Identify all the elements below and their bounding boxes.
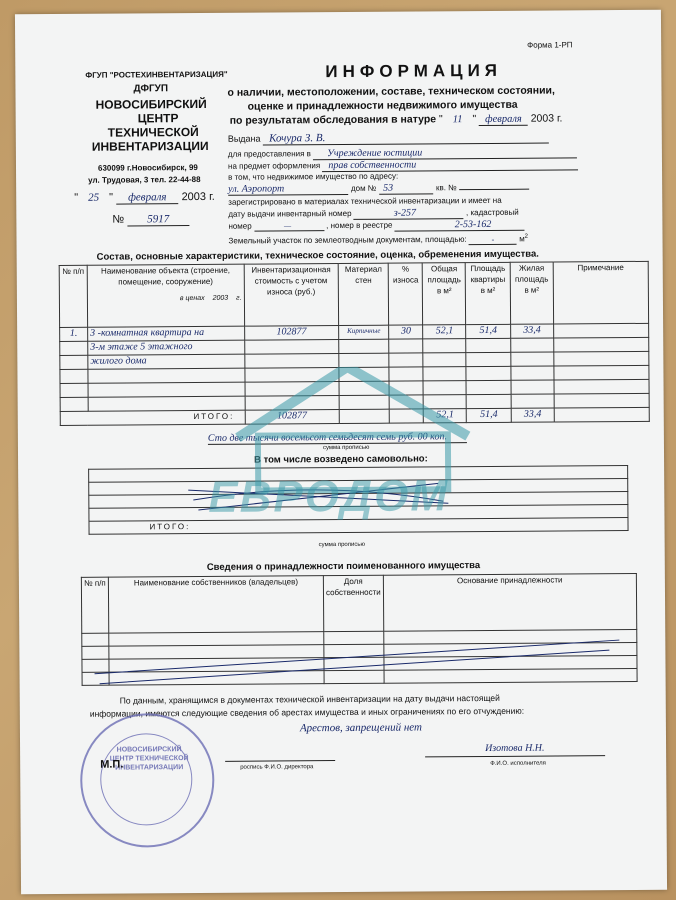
row-material: Кирпичные <box>339 325 389 339</box>
executor-name: Изотова Н.Н. <box>485 742 545 755</box>
total2-label: ИТОГО: <box>89 517 628 534</box>
own-col-basis-header: Основание принадлежности <box>383 573 637 631</box>
land-value: - <box>469 234 517 244</box>
prices-label: в ценах <box>179 294 205 303</box>
arrest-value: Арестов, запрещений нет <box>299 721 423 735</box>
purpose-row <box>228 158 578 172</box>
issued-row <box>228 131 549 146</box>
document-page <box>15 10 667 894</box>
land-unit: м <box>519 234 525 244</box>
org-number: 5917 <box>127 213 189 226</box>
page-title: ИНФОРМАЦИЯ <box>325 60 503 82</box>
row-wear: 30 <box>389 325 423 339</box>
issued-to: Кочура З. В. <box>263 131 549 146</box>
arrest-text-1: По данным, хранящимся в документах технической инвентаризации на дату выдачи настоящей <box>119 692 500 706</box>
col-name-header-text: Наименование объекта (строение, помещение, сооружение) <box>100 265 231 287</box>
arrest-text-2: информации, имеются следующие сведения об арестах имущества и иных ограничениях по его отчуждению: <box>89 705 525 719</box>
subtitle-1: о наличии, местоположении, составе, техническом состоянии, <box>227 84 555 99</box>
org-address1: 630099 г.Новосибирск, 99 <box>97 162 198 173</box>
land-unit-sup: 2 <box>524 233 529 240</box>
subtitle-2: оценке и принадлежности недвижимого имущества <box>247 98 518 113</box>
house-value: 53 <box>379 182 433 194</box>
survey-month: февраля <box>479 114 528 126</box>
for-value: Учреждение юстиции <box>313 146 577 160</box>
property-text: в том, что недвижимое имущество по адресу: <box>228 171 399 182</box>
total-living: 33,4 <box>511 408 554 422</box>
sum-caption-2: сумма прописью <box>318 541 366 549</box>
org-date-day: 25 <box>88 191 100 204</box>
org-name2: ЦЕНТР <box>137 111 179 126</box>
org-number-row <box>112 213 189 226</box>
org-date-month: февраля <box>116 191 178 204</box>
subtitle-3: по результатам обследования в натуре <box>229 113 437 127</box>
watermark-text: ЕВРОДОМ <box>208 471 450 522</box>
org-line1: ФГУП "РОСТЕХИНВЕНТАРИЗАЦИЯ" <box>85 69 228 80</box>
inventory-number: з-257 <box>354 207 464 220</box>
official-stamp <box>80 713 215 848</box>
own-col-num-header: № п/п <box>81 577 108 633</box>
org-line2: ДФГУП <box>133 83 169 95</box>
house-label: дом № <box>350 183 377 193</box>
col-apt-header: Площадь квартиры в м² <box>466 262 511 324</box>
total-label: ИТОГО: <box>60 410 245 425</box>
col-inv-header: Инвентаризационная стоимость с учетом износа (руб.) <box>244 264 339 327</box>
prices-year: 2003 <box>212 294 229 302</box>
row-apt: 51,4 <box>466 324 511 338</box>
executor-line <box>425 755 605 757</box>
org-name1: НОВОСИБИРСКИЙ <box>95 96 207 112</box>
section2-title: В том числе возведено самовольно: <box>254 453 428 466</box>
address-value: ул. Аэропорт <box>228 183 348 196</box>
for-label: для предоставления в <box>227 149 311 159</box>
total-apt: 51,4 <box>467 408 512 422</box>
row-num: 1. <box>60 327 88 341</box>
total-total: 52,1 <box>424 409 467 423</box>
address-row <box>228 182 529 196</box>
purpose-value: прав собственности <box>322 158 578 172</box>
col-name-header <box>87 264 244 327</box>
issued-label: Выдана <box>227 133 261 144</box>
survey-day: 11 <box>452 114 463 126</box>
registry-value: 2-53-162 <box>395 219 525 232</box>
survey-year: 2003 г. <box>530 112 563 125</box>
col-living-header: Жилая площадь в м² <box>510 262 553 324</box>
purpose-label: на предмет оформления <box>227 161 321 171</box>
director-signature-line <box>225 760 335 762</box>
cadastral-label: , кадастровый <box>466 207 519 218</box>
row-name-2: 3-м этаже 5 этажного <box>88 340 245 355</box>
property-table-header <box>59 261 648 327</box>
org-date: " 25 " февраля 2003 г. <box>74 190 215 204</box>
row-name-3: жилого дома <box>88 354 245 369</box>
form-number: Форма 1-РП <box>527 40 573 50</box>
mp-label: М.П. <box>100 758 124 771</box>
total-inv: 102877 <box>245 410 339 425</box>
col-material-header: Материал стен <box>338 263 389 325</box>
section3-title: Сведения о принадлежности поименованного имущества <box>206 560 481 573</box>
row-inv: 102877 <box>244 326 338 341</box>
stamp-text: НОВОСИБИРСКИЙ ЦЕНТР ТЕХНИЧЕСКОЙ ИНВЕНТАРИЗАЦИИ <box>109 746 189 772</box>
cadastral-value: — <box>254 221 324 231</box>
col-num-header: № п/п <box>59 265 87 327</box>
sign-caption-director: роспись Ф.И.О. директора <box>240 764 314 771</box>
sum-caption: сумма прописью <box>322 444 370 452</box>
registered-text-2: дату выдачи инвентарный номер <box>228 208 352 219</box>
col-note-header: Примечание <box>553 261 649 324</box>
section1-title: Состав, основные характеристики, техническое состояние, оценка, обременения имущества. <box>96 248 539 263</box>
col-wear-header: % износа <box>389 263 423 325</box>
apt-label: кв. № <box>435 183 457 193</box>
own-col-owner-header: Наименование собственников (владельцев) <box>108 576 323 633</box>
org-name4: ИНВЕНТАРИЗАЦИИ <box>91 138 209 154</box>
org-name3: ТЕХНИЧЕСКОЙ <box>107 124 199 140</box>
registered-text-1: зарегистрировано в материалах технической инвентаризации и имеет на <box>228 195 502 207</box>
land-text: Земельный участок по землеотводным документам, площадью: <box>228 234 467 246</box>
row-name-1: 3 -комнатная квартира на <box>88 326 245 341</box>
registry-label: , номер в реестре <box>326 220 393 231</box>
prices-g: г. <box>236 294 242 302</box>
row-total: 52,1 <box>423 325 466 339</box>
strike-lines <box>89 630 629 689</box>
subtitle-3-row: по результатам обследования в натуре " 11 " февраля 2003 г. <box>229 112 563 127</box>
org-date-year: 2003 г. <box>181 190 215 204</box>
org-address2: ул. Трудовая, 3 тел. 22-44-88 <box>88 174 201 185</box>
own-col-share-header: Доля собственности <box>323 575 383 631</box>
org-number-label: № <box>112 213 125 226</box>
land-row <box>228 234 528 247</box>
ownership-table-header <box>81 573 636 633</box>
sum-words: Сто две тысячи восемьсот семьдесят семь руб. 00 коп. <box>208 431 467 445</box>
cadastral-number-word: номер <box>228 221 252 231</box>
prices-row <box>90 293 242 305</box>
row-living: 33,4 <box>511 324 554 338</box>
sign-caption-executor: Ф.И.О. исполнителя <box>490 760 546 767</box>
col-total-header: Общая площадь в м² <box>423 263 466 325</box>
cadastral-row <box>228 219 524 233</box>
